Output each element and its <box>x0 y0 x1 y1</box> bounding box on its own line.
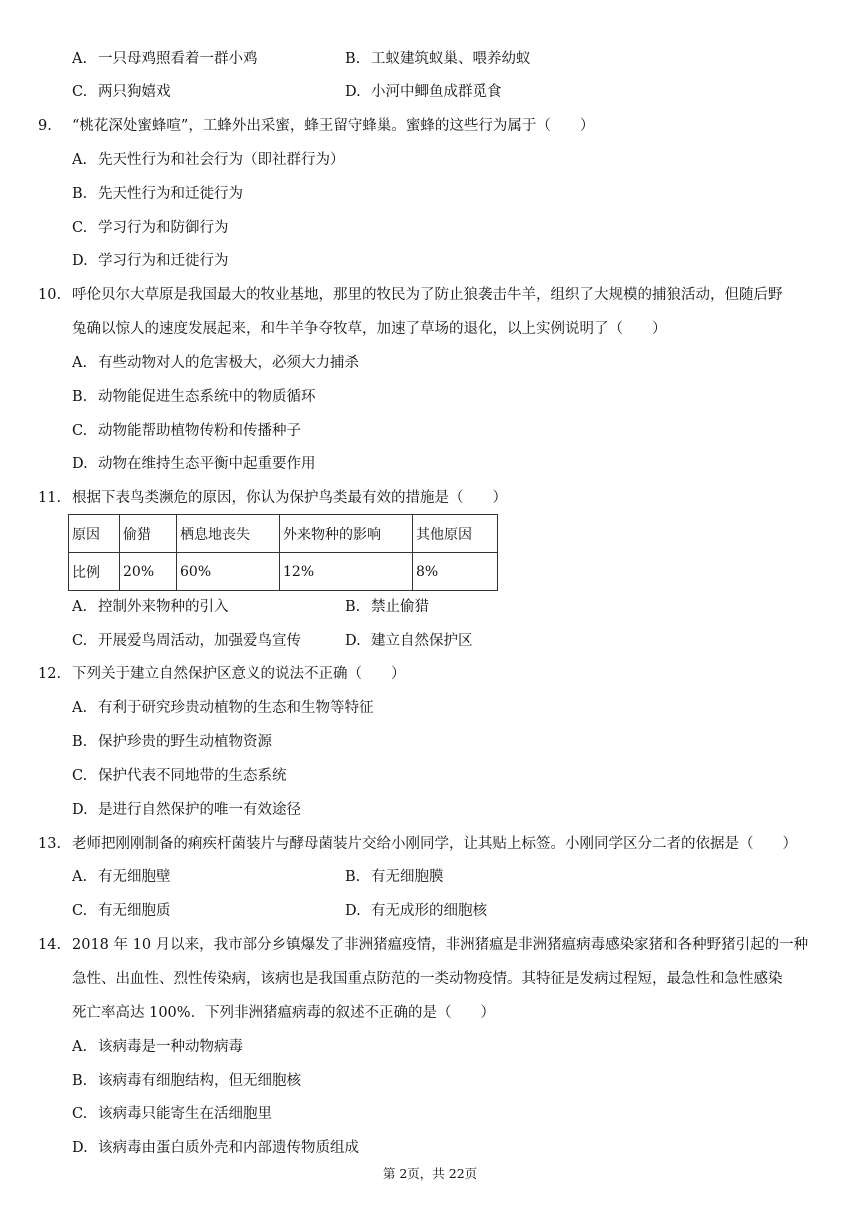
q14-option-c: C. 该病毒只能寄生在活细胞里 <box>72 1106 272 1122</box>
q10-option-c: C. 动物能帮助植物传粉和传播种子 <box>72 423 301 439</box>
q14-option-b: B. 该病毒有细胞结构，但无细胞核 <box>72 1073 301 1089</box>
q10-option-d: D. 动物在维持生态平衡中起重要作用 <box>72 456 316 472</box>
table-cell: 其他原因 <box>413 515 498 553</box>
table-cell: 12% <box>280 553 413 591</box>
q12-option-d: D. 是进行自然保护的唯一有效途径 <box>72 802 301 818</box>
bird-endangerment-table <box>68 514 498 591</box>
q10-stem-cont: 兔确以惊人的速度发展起来，和牛羊争夺牧草，加速了草场的退化，以上实例说明了（ ） <box>72 321 667 337</box>
q12-option-c: C. 保护代表不同地带的生态系统 <box>72 768 287 784</box>
table-cell: 偷猎 <box>120 515 177 553</box>
q14-option-d: D. 该病毒由蛋白质外壳和内部遗传物质组成 <box>72 1140 359 1156</box>
table-cell: 60% <box>177 553 280 591</box>
q14-stem-cont-2: 死亡率高达 100%．下列非洲猪瘟病毒的叙述不正确的是（ ） <box>72 1005 496 1021</box>
table-row <box>69 553 498 591</box>
q13-option-b: B. 有无细胞膜 <box>345 869 444 885</box>
table-cell: 比例 <box>69 553 120 591</box>
q8-option-b: B. 工蚁建筑蚁巢、喂养幼蚁 <box>345 51 531 67</box>
q12-stem: 12. 下列关于建立自然保护区意义的说法不正确（ ） <box>38 666 406 682</box>
q10-option-a: A. 有些动物对人的危害极大，必须大力捕杀 <box>72 355 359 371</box>
q11-option-a: A. 控制外来物种的引入 <box>72 599 229 615</box>
q8-option-a: A. 一只母鸡照看着一群小鸡 <box>72 51 258 67</box>
q9-option-d: D. 学习行为和迁徙行为 <box>72 253 229 269</box>
q13-stem: 13. 老师把刚刚制备的痢疾杆菌装片与酵母菌装片交给小刚同学，让其贴上标签。小刚同学区分二者的依据是（ ） <box>38 836 797 852</box>
table-cell: 8% <box>413 553 498 591</box>
table-cell: 外来物种的影响 <box>280 515 413 553</box>
q8-option-c: C. 两只狗嬉戏 <box>72 84 171 100</box>
q14-option-a: A. 该病毒是一种动物病毒 <box>72 1039 243 1055</box>
q9-stem: 9. “桃花深处蜜蜂喧”，工蜂外出采蜜，蜂王留守蜂巢。蜜蜂的这些行为属于（ ） <box>38 118 595 134</box>
q9-option-b: B. 先天性行为和迁徙行为 <box>72 186 243 202</box>
q14-stem-cont-1: 急性、出血性、烈性传染病，该病也是我国重点防范的一类动物疫情。其特征是发病过程短，最急性和急性感染 <box>72 971 783 987</box>
q9-option-c: C. 学习行为和防御行为 <box>72 220 229 236</box>
q12-option-a: A. 有利于研究珍贵动植物的生态和生物等特征 <box>72 700 374 716</box>
q10-stem: 10. 呼伦贝尔大草原是我国最大的牧业基地，那里的牧民为了防止狼袭击牛羊，组织了大规模的捕狼活动，但随后野 <box>38 287 783 303</box>
page-footer: 第 2页，共 22页 <box>382 1166 478 1181</box>
q14-stem: 14. 2018 年 10 月以来，我市部分乡镇爆发了非洲猪瘟疫情，非洲猪瘟是非洲猪瘟病毒感染家猪和各种野猪引起的一种 <box>38 937 809 953</box>
q10-option-b: B. 动物能促进生态系统中的物质循环 <box>72 389 316 405</box>
q11-option-b: B. 禁止偷猎 <box>345 599 429 615</box>
q8-option-d: D. 小河中鲫鱼成群觅食 <box>345 84 502 100</box>
q11-stem: 11. 根据下表鸟类濒危的原因，你认为保护鸟类最有效的措施是（ ） <box>38 490 507 506</box>
q13-option-d: D. 有无成形的细胞核 <box>345 903 487 919</box>
q12-option-b: B. 保护珍贵的野生动植物资源 <box>72 734 272 750</box>
q13-option-a: A. 有无细胞壁 <box>72 869 171 885</box>
q9-option-a: A. 先天性行为和社会行为（即社群行为） <box>72 152 345 168</box>
q13-option-c: C. 有无细胞质 <box>72 903 171 919</box>
table-cell: 栖息地丧失 <box>177 515 280 553</box>
table-cell: 原因 <box>69 515 120 553</box>
table-row <box>69 515 498 553</box>
table-cell: 20% <box>120 553 177 591</box>
q11-option-d: D. 建立自然保护区 <box>345 633 473 649</box>
q11-option-c: C. 开展爱鸟周活动，加强爱鸟宣传 <box>72 633 301 649</box>
